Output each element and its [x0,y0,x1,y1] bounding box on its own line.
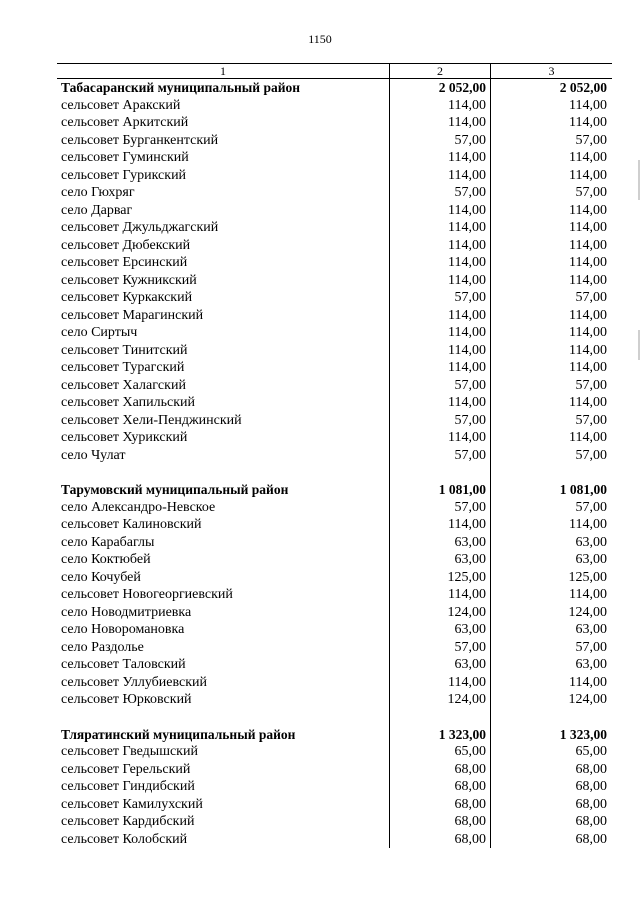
column-header-3: 3 [490,64,612,78]
name-cell: сельсовет Гиндибский [61,779,195,794]
value-cell-col3: 114,00 [569,97,607,113]
value-cell-col2: 114,00 [448,360,486,375]
value-cell-col2: 57,00 [454,447,486,463]
name-cell: Тарумовский муниципальный район [61,482,289,497]
value-cell-col2: 57,00 [454,499,486,515]
name-cell: село Чулат [61,447,126,463]
table-row [57,429,612,447]
value-cell-col2: 114,00 [448,325,486,340]
value-cell-col3: 114,00 [569,587,607,602]
value-cell-col2: 114,00 [448,587,486,602]
table-row [57,621,612,639]
table-row [57,569,612,587]
table-row [57,743,612,761]
name-cell: сельсовет Куркакский [61,290,193,305]
value-cell-col3: 1 323,00 [559,726,607,742]
name-cell: сельсовет Аракский [61,97,181,113]
table-row [57,377,612,395]
table-row [57,551,612,569]
value-cell-col3: 114,00 [569,325,607,340]
value-cell-col3: 114,00 [569,342,607,358]
value-cell-col2: 114,00 [448,115,486,130]
value-cell-col2: 57,00 [454,412,486,428]
value-cell-col2: 114,00 [448,220,486,235]
name-cell: сельсовет Таловский [61,657,186,672]
value-cell-col3: 114,00 [569,255,607,270]
value-cell-col3: 57,00 [575,377,607,393]
table-row [57,412,612,430]
district-row [57,726,612,744]
name-cell: сельсовет Аркитский [61,115,189,130]
name-cell: сельсовет Гурикский [61,167,187,183]
name-cell: село Раздолье [61,639,144,655]
name-cell: село Новоромановка [61,622,185,637]
value-cell-col3: 57,00 [575,499,607,515]
value-cell-col3: 114,00 [569,167,607,183]
name-cell: сельсовет Юрковский [61,692,192,707]
value-cell-col3: 57,00 [575,639,607,655]
value-cell-col3: 114,00 [569,307,607,323]
name-cell: сельсовет Герельский [61,761,191,777]
table-row [57,97,612,115]
name-cell: сельсовет Уллубиевский [61,674,208,690]
value-cell-col2: 114,00 [448,342,486,358]
value-cell-col2: 124,00 [447,692,486,707]
value-cell-col3: 114,00 [569,360,607,375]
table-row [57,499,612,517]
table-row [57,202,612,220]
table-row [57,289,612,307]
value-cell-col2: 63,00 [454,552,486,567]
value-cell-col3: 114,00 [569,202,607,218]
value-cell-col3: 114,00 [569,220,607,235]
table-row [57,691,612,709]
name-cell: сельсовет Халагский [61,377,186,393]
table-row [57,674,612,692]
value-cell-col3: 114,00 [569,517,607,532]
value-cell-col3: 125,00 [568,569,607,585]
value-cell-col3: 63,00 [575,534,607,550]
name-cell: сельсовет Гведышский [61,744,198,759]
name-cell: село Карабаглы [61,534,155,550]
table-row [57,324,612,342]
budget-table [57,63,612,848]
value-cell-col2: 68,00 [454,779,486,794]
name-cell: сельсовет Хурикский [61,430,188,445]
name-cell: сельсовет Колобский [61,831,188,847]
value-cell-col2: 57,00 [454,185,486,200]
value-cell-col2: 114,00 [448,430,486,445]
value-cell-col2: 68,00 [454,814,486,829]
table-row [57,184,612,202]
value-cell-col2: 114,00 [448,97,486,113]
table-row [57,114,612,132]
value-cell-col2: 114,00 [448,395,486,410]
value-cell-col2: 57,00 [454,377,486,393]
table-row [57,534,612,552]
value-cell-col3: 57,00 [575,290,607,305]
table-row [57,516,612,534]
page-number: 1150 [308,32,332,46]
table-row [57,761,612,779]
name-cell: сельсовет Кужникский [61,272,197,288]
name-cell: Тляратинский муниципальный район [61,726,296,742]
name-cell: сельсовет Хели-Пенджинский [61,412,242,428]
value-cell-col2: 57,00 [454,639,486,655]
value-cell-col2: 114,00 [448,150,486,165]
value-cell-col3: 114,00 [569,430,607,445]
name-cell: сельсовет Кардибский [61,814,195,829]
value-cell-col2: 125,00 [447,569,486,585]
table-header-row [57,63,612,79]
value-cell-col2: 63,00 [454,622,486,637]
table-row [57,831,612,849]
column-header-1: 1 [220,64,226,78]
value-cell-col3: 57,00 [575,185,607,200]
district-row [57,481,612,499]
value-cell-col2: 114,00 [448,202,486,218]
name-cell: сельсовет Ерсинский [61,255,188,270]
value-cell-col3: 68,00 [575,831,607,847]
table-row [57,778,612,796]
table-row [57,813,612,831]
name-cell: село Кочубей [61,569,141,585]
value-cell-col2: 57,00 [454,132,486,148]
value-cell-col2: 114,00 [448,272,486,288]
name-cell: село Гюхряг [61,185,135,200]
value-cell-col2: 2 052,00 [438,80,486,95]
table-row [57,342,612,360]
value-cell-col3: 63,00 [575,622,607,637]
name-cell: сельсовет Джульджагский [61,220,219,235]
value-cell-col3: 57,00 [575,412,607,428]
column-header-2: 2 [389,64,490,78]
value-cell-col2: 68,00 [454,831,486,847]
value-cell-col2: 68,00 [454,761,486,777]
value-cell-col3: 124,00 [568,692,607,707]
name-cell: село Сиртыч [61,325,138,340]
value-cell-col2: 114,00 [448,674,486,690]
table-row [57,639,612,657]
value-cell-col2: 68,00 [454,796,486,812]
value-cell-col3: 114,00 [569,674,607,690]
name-cell: сельсовет Калиновский [61,517,202,532]
value-cell-col2: 114,00 [448,517,486,532]
name-cell: сельсовет Турагский [61,360,185,375]
column-divider [490,79,491,848]
value-cell-col3: 114,00 [569,272,607,288]
value-cell-col3: 114,00 [569,115,607,130]
value-cell-col2: 63,00 [454,534,486,550]
table-row [57,167,612,185]
name-cell: сельсовет Дюбекский [61,237,191,253]
name-cell: сельсовет Тинитский [61,342,188,358]
value-cell-col2: 114,00 [448,255,486,270]
value-cell-col2: 114,00 [448,237,486,253]
value-cell-col2: 1 323,00 [438,726,486,742]
value-cell-col2: 63,00 [454,657,486,672]
table-row [57,254,612,272]
table-row [57,132,612,150]
table-row [57,796,612,814]
table-body [57,79,612,848]
name-cell: село Александро-Невское [61,499,216,515]
value-cell-col3: 57,00 [575,447,607,463]
name-cell: Табасаранский муниципальный район [61,80,301,95]
table-row [57,604,612,622]
table-row [57,656,612,674]
value-cell-col2: 114,00 [448,307,486,323]
table-row [57,586,612,604]
value-cell-col3: 68,00 [575,796,607,812]
table-row [57,219,612,237]
value-cell-col3: 68,00 [575,814,607,829]
table-row [57,447,612,465]
table-row [57,394,612,412]
value-cell-col3: 65,00 [575,744,607,759]
name-cell: село Новодмитриевка [61,604,192,620]
spacer-row [57,709,612,726]
name-cell: село Дарваг [61,202,133,218]
table-row [57,307,612,325]
value-cell-col2: 65,00 [454,744,486,759]
value-cell-col3: 1 081,00 [559,482,607,497]
table-row [57,272,612,290]
value-cell-col3: 114,00 [569,237,607,253]
table-row [57,237,612,255]
value-cell-col3: 114,00 [569,395,607,410]
name-cell: сельсовет Марагинский [61,307,204,323]
value-cell-col3: 124,00 [568,604,607,620]
name-cell: сельсовет Бурганкентский [61,132,219,148]
value-cell-col3: 68,00 [575,761,607,777]
value-cell-col2: 124,00 [447,604,486,620]
value-cell-col3: 63,00 [575,657,607,672]
value-cell-col3: 63,00 [575,552,607,567]
value-cell-col3: 68,00 [575,779,607,794]
table-row [57,359,612,377]
name-cell: сельсовет Хапильский [61,395,196,410]
value-cell-col2: 114,00 [448,167,486,183]
table-row [57,149,612,167]
column-divider [389,79,390,848]
spacer-row [57,464,612,481]
district-row [57,79,612,97]
name-cell: сельсовет Гуминский [61,150,189,165]
value-cell-col2: 57,00 [454,290,486,305]
value-cell-col3: 114,00 [569,150,607,165]
value-cell-col2: 1 081,00 [438,482,486,497]
name-cell: сельсовет Камилухский [61,796,203,812]
value-cell-col3: 57,00 [575,132,607,148]
value-cell-col3: 2 052,00 [559,80,607,95]
name-cell: село Коктюбей [61,552,151,567]
name-cell: сельсовет Новогеоргиевский [61,587,233,602]
